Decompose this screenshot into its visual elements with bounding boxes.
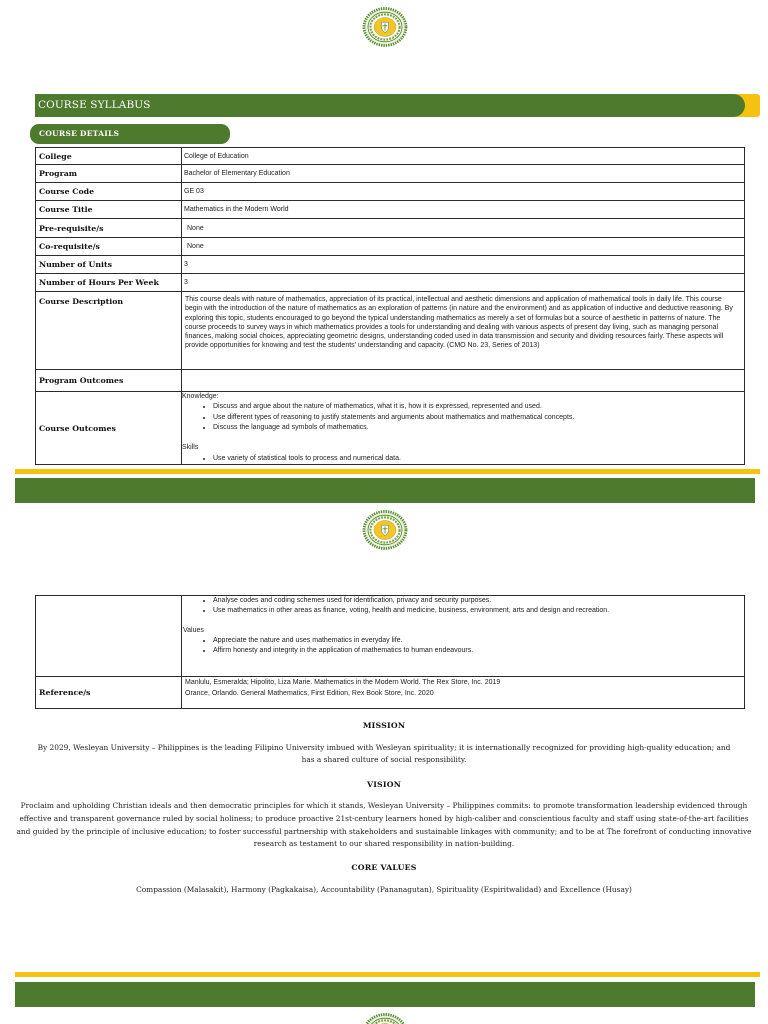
vision-text: Proclaim and upholding Christian ideals and then democratic principles for which it stands, Wesleyan University – Philippines commits: to promote transformation leadership evidenced through effective and transparent governance ruled by social holiness; to produce proactive 21st-century learners honed by high-caliber and conscientious faculty and staff using state-of-the-art facilities and guided by the principle of inclusive education; to foster successful partnership with stakeholders and sustainable linkages with community; and to be at The forefront of conducting innovative research as testament to our shared responsibility in nation-building. — [16, 801, 752, 849]
list-item: • Use variety of statistical tools to process and numerical data. — [213, 454, 744, 464]
course-title-value: Mathematics in the Modern World — [182, 201, 745, 219]
program-outcomes-value — [182, 370, 745, 392]
program-label: Program — [36, 165, 182, 183]
course-title-label: Course Title — [36, 201, 182, 219]
continued-label-cell — [36, 596, 182, 677]
prerequisite-value: None — [182, 219, 745, 238]
page-footer-bar — [15, 478, 755, 503]
units-value: 3 — [182, 256, 745, 274]
university-seal-icon — [362, 7, 408, 47]
hours-per-week-label: Number of Hours Per Week — [36, 274, 182, 292]
units-label: Number of Units — [36, 256, 182, 274]
list-item: • Use mathematics in other areas as finance, voting, health and medicine, business, environment, arts and design and recreation. — [213, 606, 744, 616]
program-value: Bachelor of Elementary Education — [182, 165, 745, 183]
values-list — [182, 636, 744, 656]
vision-heading: VISION — [366, 780, 402, 789]
course-details-table-continued — [35, 595, 745, 709]
list-item: • Discuss the language ad symbols of mathematics. — [213, 423, 744, 433]
program-outcomes-label: Program Outcomes — [36, 370, 182, 392]
college-label: College — [36, 148, 182, 165]
references-value — [182, 677, 745, 709]
page-footer-accent — [15, 972, 760, 977]
course-description-label: Course Description — [36, 292, 182, 370]
skills-heading: Skills — [182, 444, 199, 452]
knowledge-heading: Knowledge: — [182, 393, 219, 400]
college-value: College of Education — [182, 148, 745, 165]
list-item: • Analyse codes and coding schemes used for identification, privacy and security purposes. — [213, 596, 744, 606]
mission-heading: MISSION — [362, 721, 406, 730]
section-title: COURSE DETAILS — [39, 129, 120, 138]
course-outcomes-value — [182, 392, 745, 465]
knowledge-list — [182, 402, 744, 433]
reference-item: Orance, Orlando. General Mathematics, First Edition, Rex Book Store, Inc. 2020 — [185, 690, 434, 697]
list-item: • Discuss and argue about the nature of mathematics, what it is, how it is expressed, represented and used. — [213, 402, 744, 412]
corequisite-label: Co-requisite/s — [36, 238, 182, 256]
university-seal-icon — [362, 510, 408, 550]
course-code-label: Course Code — [36, 183, 182, 201]
course-outcomes-label: Course Outcomes — [36, 392, 182, 465]
prerequisite-label: Pre-requisite/s — [36, 219, 182, 238]
university-seal-icon — [362, 1012, 408, 1024]
hours-per-week-value: 3 — [182, 274, 745, 292]
course-details-table — [35, 147, 745, 465]
references-label: Reference/s — [36, 677, 182, 709]
corequisite-value: None — [182, 238, 745, 256]
core-values-text: Compassion (Malasakit), Harmony (Pagkakaisa), Accountability (Pananagutan), Spirituality (Espiritwalidad) and Excellence (Husay) — [136, 885, 632, 894]
list-item: • Affirm honesty and integrity in the application of mathematics to human endeavours. — [213, 646, 744, 656]
reference-item: Manlulu, Esmeralda; Hipolito, Liza Marie. Mathematics in the Modern World. The Rex Store, Inc. 2019 — [185, 679, 501, 686]
skills-list — [182, 596, 744, 616]
course-description-text: This course deals with nature of mathematics, appreciation of its practical, intellectual and aesthetic dimensions and application of mathematical tools in daily life. This course begin with the introduction of the nature of mathematics as an exploration of patterns (in nature and the environment) and as application of inductive and deductive reasoning. By exploring this topic, students encouraged to go beyond the typical understanding mathematics as merely a set of formulas but a source of aesthetic in patterns of nature. The course proceeds to survey ways in which mathematics provides a tools for understanding and dealing with various aspects of present day living, such as managing personal finances, making social choices, appreciating geometric designs, understanding coded used in data transmission and security and dividing resources fairly. These aspects will provide opportunities for knowing and test the students' understanding and capacity. (CMO No. 23, Series of 2013) — [182, 292, 745, 370]
course-outcomes-continued — [182, 596, 745, 677]
spacer — [182, 616, 744, 626]
page-footer-accent — [15, 469, 760, 474]
list-item: • Use different types of reasoning to justify statements and arguments about mathematics and mathematical concepts. — [213, 413, 744, 423]
values-heading: Values — [183, 627, 204, 634]
page-footer-bar — [15, 982, 755, 1007]
list-item: • Appreciate the nature and uses mathematics in everyday life. — [213, 636, 744, 646]
core-values-heading: CORE VALUES — [351, 863, 417, 872]
mission-text: By 2029, Wesleyan University – Philippines is the leading Filipino University imbued with Wesleyan spirituality; it is internationally recognized for providing high-quality education; and has a shared culture of social responsibility. — [37, 743, 731, 764]
skills-list — [182, 454, 744, 464]
spacer — [182, 433, 744, 443]
course-code-value: GE 03 — [182, 183, 745, 201]
page-title: COURSE SYLLABUS — [38, 99, 151, 111]
